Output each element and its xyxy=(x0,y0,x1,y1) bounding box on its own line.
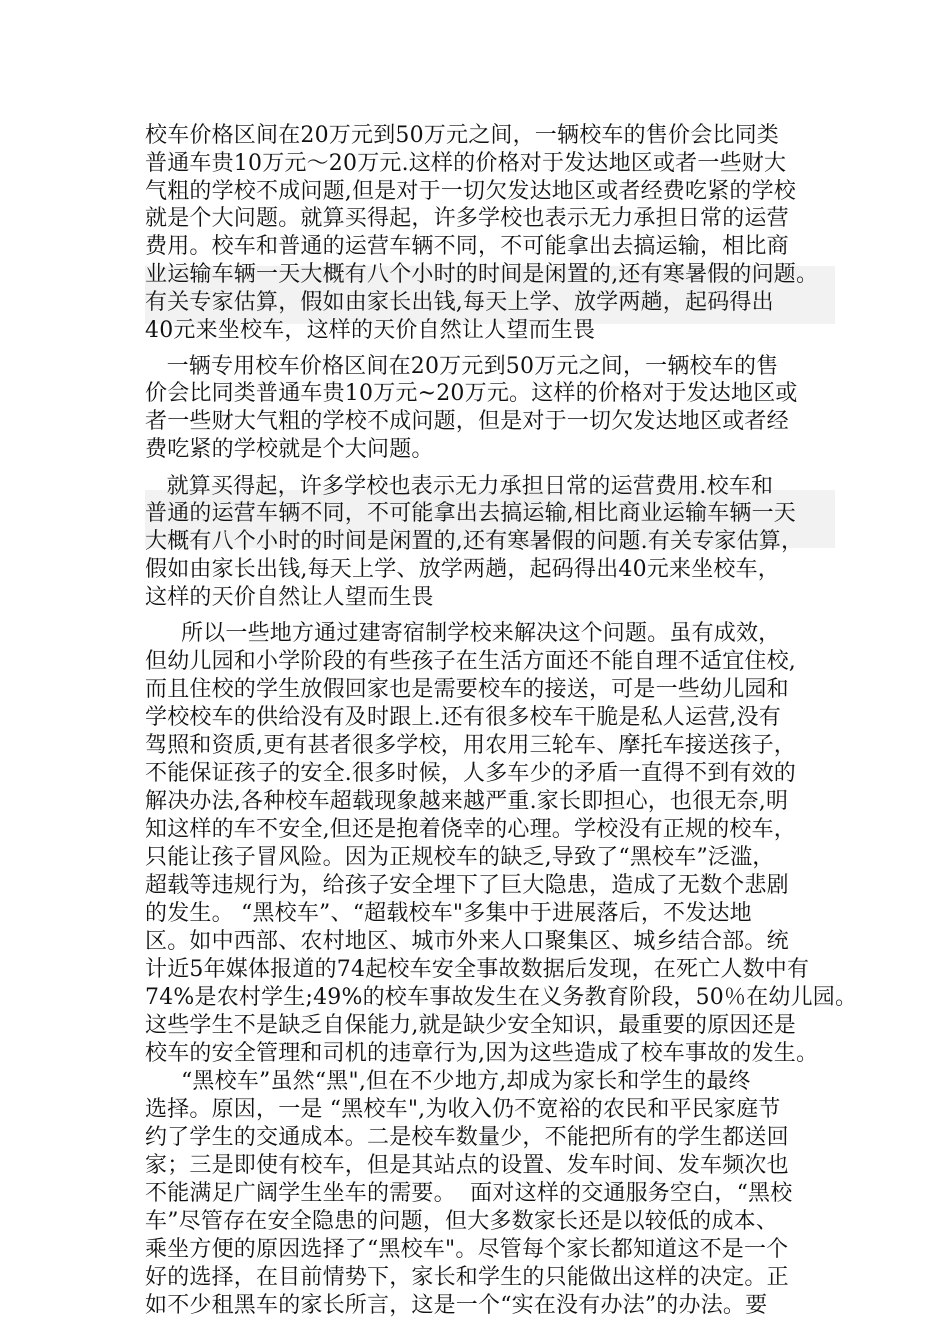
text-line: 好的选择，在目前情势下，家长和学生的只能做出这样的决定。正 xyxy=(145,1265,789,1290)
text-line: 业运输车辆一天大概有八个小时的时间是闲置的,还有寒暑假的问题。 xyxy=(145,262,819,287)
text-line: 这些学生不是缺乏自保能力,就是缺少安全知识，最重要的原因还是 xyxy=(145,1013,796,1038)
text-line: 选择。原因，一是 “黑校车",为收入仍不宽裕的农民和平民家庭节 xyxy=(145,1097,781,1122)
text-line: 费用。校车和普通的运营车辆不同，不可能拿出去搞运输，相比商 xyxy=(145,234,789,259)
text-line: 这样的天价自然让人望而生畏 xyxy=(145,585,434,610)
text-line: 校车的安全管理和司机的违章行为,因为这些造成了校车事故的发生。 xyxy=(145,1041,819,1066)
text-line: 的发生。 “黑校车”、“超载校车"多集中于进展落后，不发达地 xyxy=(145,901,752,926)
text-line: 价会比同类普通车贵10万元~20万元。这样的价格对于发达地区或 xyxy=(145,381,798,406)
text-line: 普通车贵10万元～20万元.这样的价格对于发达地区或者一些财大 xyxy=(145,151,787,176)
text-line: 知这样的车不安全,但还是抱着侥幸的心理。学校没有正规的校车， xyxy=(145,817,796,842)
text-line: 而且住校的学生放假回家也是需要校车的接送，可是一些幼儿园和 xyxy=(145,677,789,702)
text-line: 但幼儿园和小学阶段的有些孩子在生活方面还不能自理不适宜住校, xyxy=(145,649,796,674)
text-line: 校车价格区间在20万元到50万元之间，一辆校车的售价会比同类 xyxy=(145,123,779,148)
text-line: 乘坐方便的原因选择了“黑校车"。尽管每个家长都知道这不是一个 xyxy=(145,1237,789,1262)
text-line: 车”尽管存在安全隐患的问题，但大多数家长还是以较低的成本、 xyxy=(145,1209,779,1234)
text-line: 家；三是即使有校车，但是其站点的设置、发车时间、发车频次也 xyxy=(145,1153,789,1178)
text-line: 大概有八个小时的时间是闲置的,还有寒暑假的问题.有关专家估算， xyxy=(145,529,804,554)
text-line: 74%是农村学生;49%的校车事故发生在义务教育阶段，50％在幼儿园。 xyxy=(145,985,858,1010)
text-line: 计近5年媒体报道的74起校车安全事故数据后发现，在死亡人数中有 xyxy=(145,957,810,982)
text-line: 40元来坐校车，这样的天价自然让人望而生畏 xyxy=(145,318,596,343)
text-line: 者一些财大气粗的学校不成问题，但是对于一切欠发达地区或者经 xyxy=(145,409,789,434)
text-line: “黑校车”虽然“黑",但在不少地方,却成为家长和学生的最终 xyxy=(145,1069,751,1094)
text-line: 学校校车的供给没有及时跟上.还有很多校车干脆是私人运营,没有 xyxy=(145,705,781,730)
text-line: 不能保证孩子的安全.很多时候，人多车少的矛盾一直得不到有效的 xyxy=(145,761,796,786)
text-line: 就是个大问题。就算买得起，许多学校也表示无力承担日常的运营 xyxy=(145,206,789,231)
text-line: 只能让孩子冒风险。因为正规校车的缺乏,导致了“黑校车”泛滥， xyxy=(145,845,775,870)
text-line: 气粗的学校不成问题,但是对于一切欠发达地区或者经费吃紧的学校 xyxy=(145,179,796,204)
text-line: 费吃紧的学校就是个大问题。 xyxy=(145,437,434,462)
text-line: 解决办法,各种校车超载现象越来越严重.家长即担心，也很无奈,明 xyxy=(145,789,789,814)
text-line: 区。如中西部、农村地区、城市外来人口聚集区、城乡结合部。统 xyxy=(145,929,789,954)
text-line: 所以一些地方通过建寄宿制学校来解决这个问题。虽有成效， xyxy=(145,621,781,646)
text-line: 一辆专用校车价格区间在20万元到50万元之间，一辆校车的售 xyxy=(145,354,779,379)
text-line: 超载等违规行为，给孩子安全埋下了巨大隐患，造成了无数个悲剧 xyxy=(145,873,789,898)
text-line: 驾照和资质,更有甚者很多学校，用农用三轮车、摩托车接送孩子， xyxy=(145,733,796,758)
text-line: 普通的运营车辆不同，不可能拿出去搞运输,相比商业运输车辆一天 xyxy=(145,501,796,526)
text-line: 就算买得起，许多学校也表示无力承担日常的运营费用.校车和 xyxy=(145,474,774,499)
text-line: 约了学生的交通成本。二是校车数量少，不能把所有的学生都送回 xyxy=(145,1125,789,1150)
text-line: 假如由家长出钱,每天上学、放学两趟，起码得出40元来坐校车， xyxy=(145,557,780,582)
text-line: 不能满足广阔学生坐车的需要。 面对这样的交通服务空白，“黑校 xyxy=(145,1181,793,1206)
text-line: 有关专家估算，假如由家长出钱,每天上学、放学两趟，起码得出 xyxy=(145,290,774,315)
text-line: 如不少租黑车的家长所言，这是一个“实在没有办法”的办法。要 xyxy=(145,1293,768,1318)
